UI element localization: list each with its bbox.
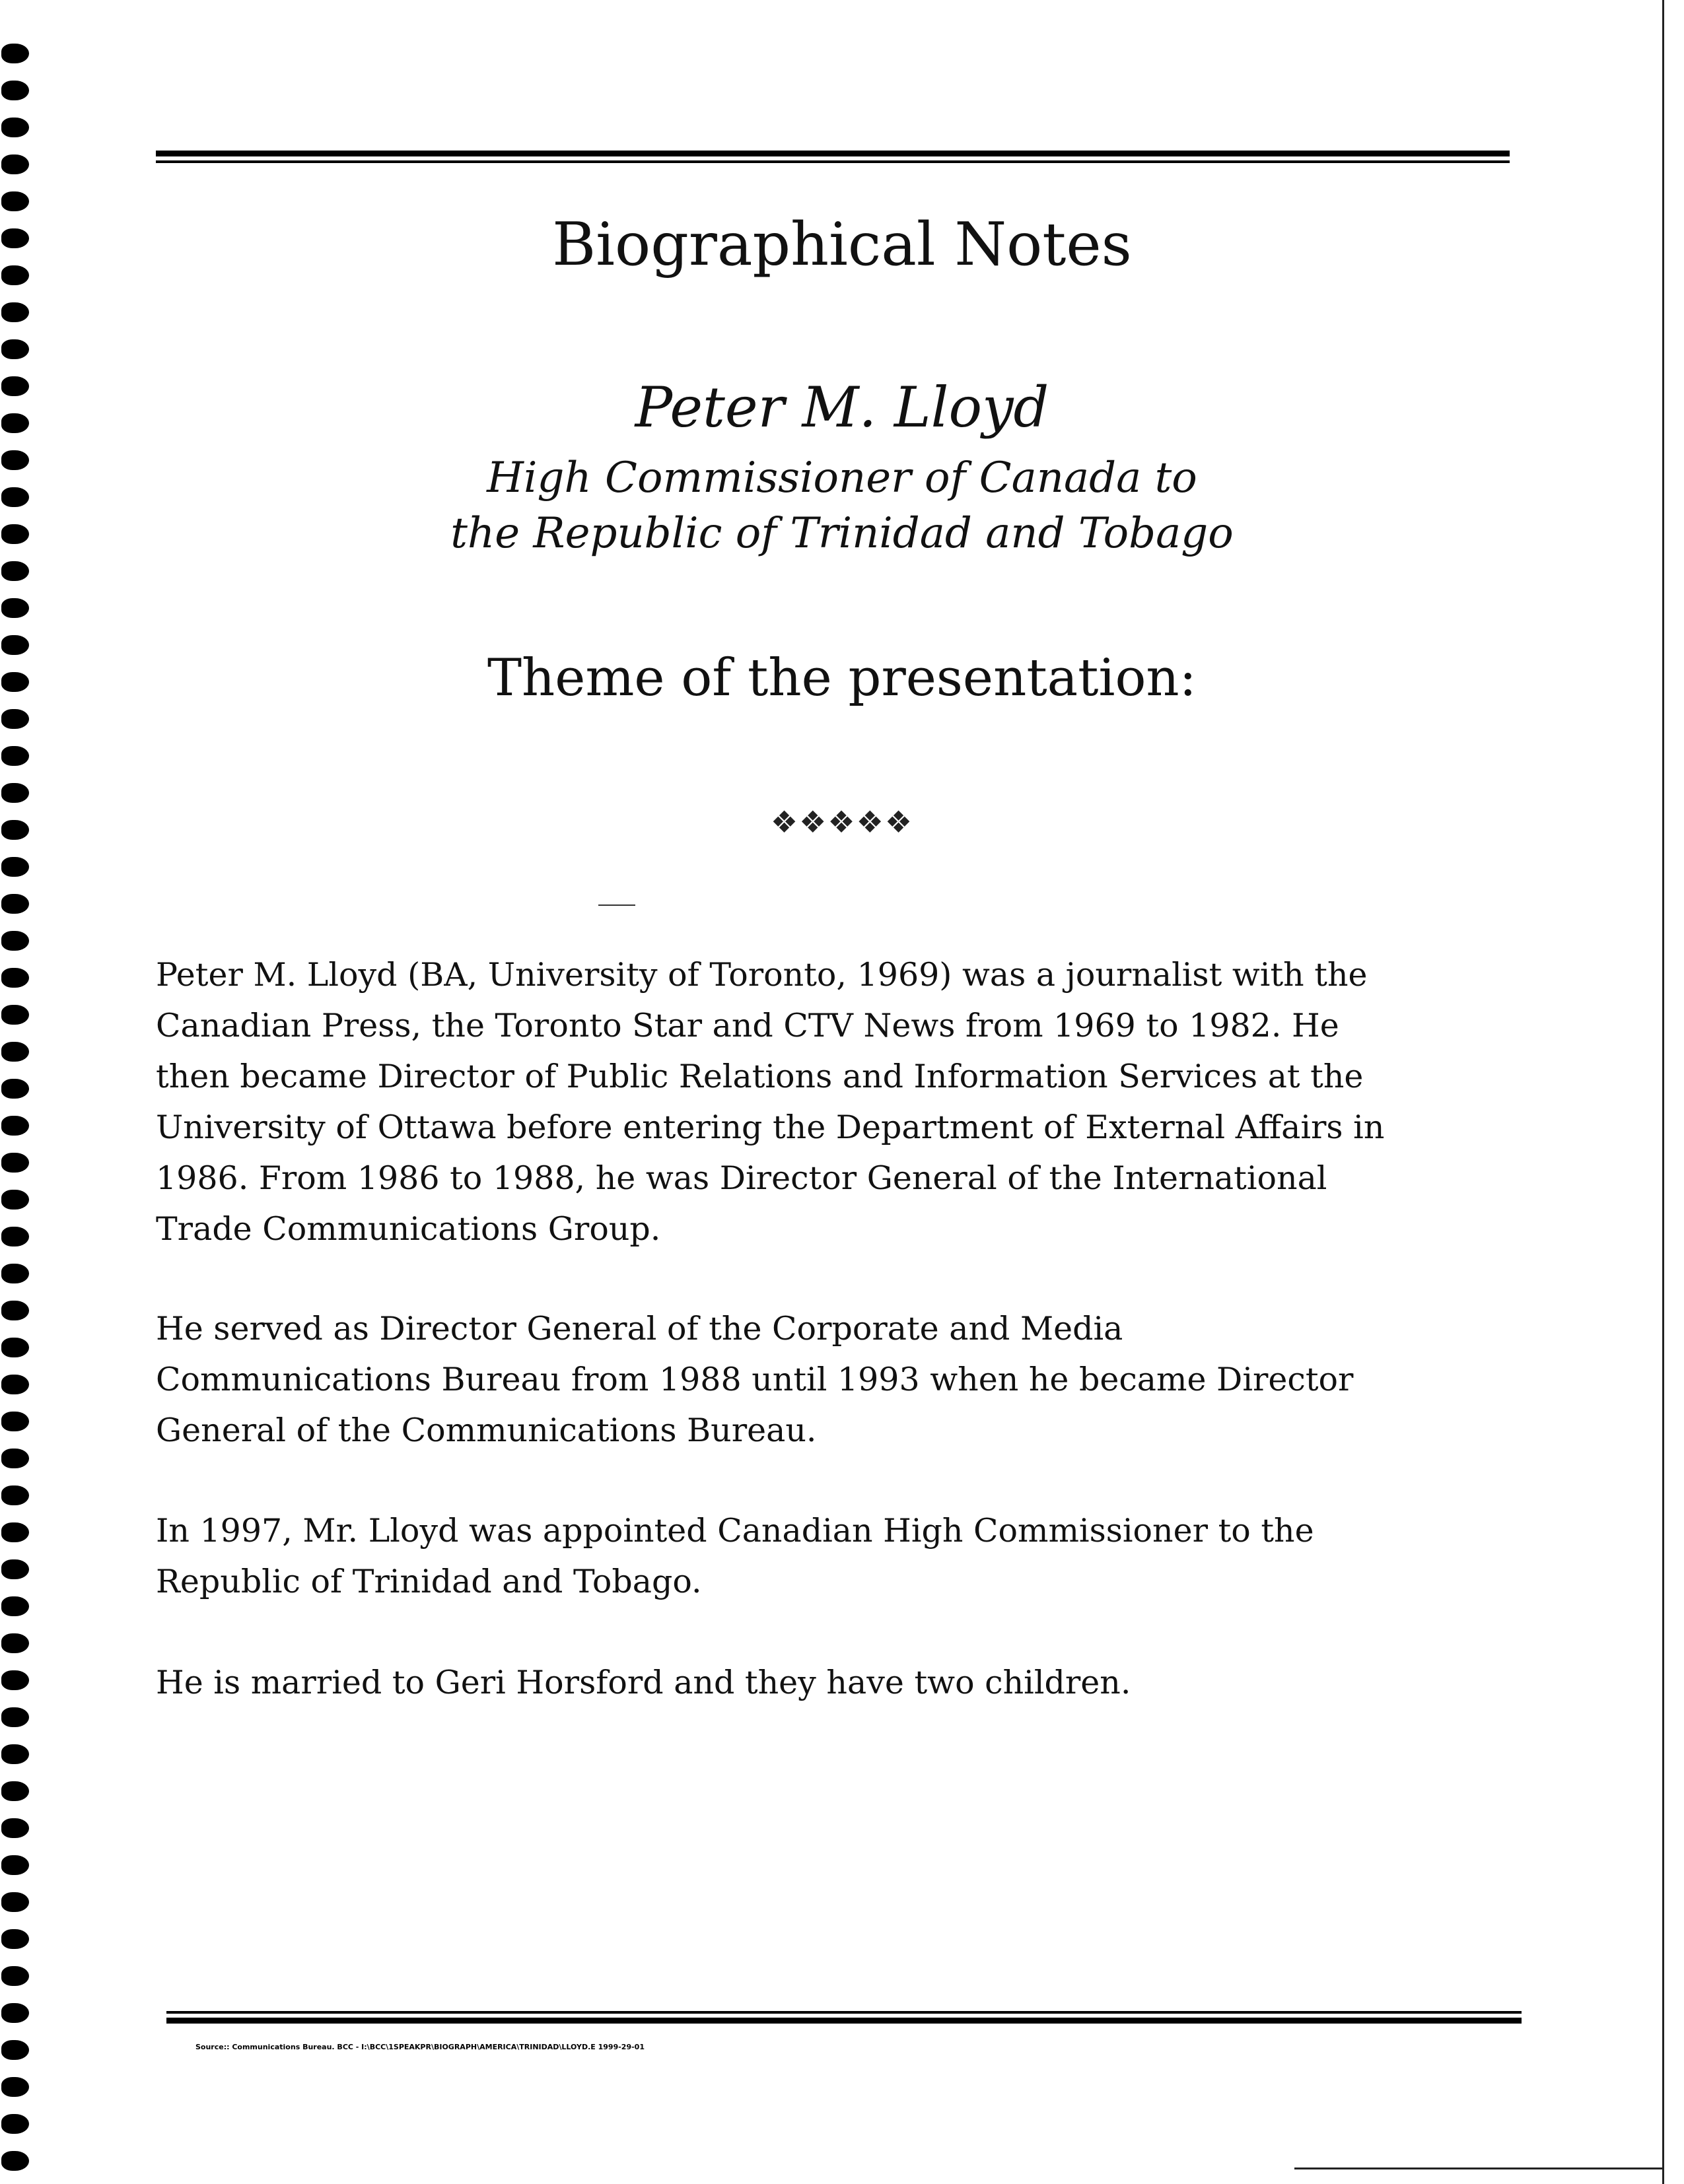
position-line-1: High Commissioner of Canada to	[487, 454, 1197, 502]
binding-hole	[1, 968, 29, 988]
binding-hole	[1, 709, 29, 729]
binding-hole	[1, 2114, 29, 2134]
binding-hole	[1, 1818, 29, 1838]
paragraph-line: Republic of Trinidad and Tobago.	[156, 1563, 702, 1600]
paragraph-line: General of the Communications Bureau.	[156, 1412, 817, 1449]
divider	[598, 904, 635, 906]
paragraph-line: He served as Director General of the Corporate and Media	[156, 1310, 1123, 1348]
binding-hole	[1, 1892, 29, 1912]
person-name: Peter M. Lloyd	[635, 375, 1049, 440]
binding-hole	[1, 1301, 29, 1320]
binding-hole	[1, 1670, 29, 1690]
binding-hole	[1, 1633, 29, 1653]
binding-hole	[1, 1264, 29, 1283]
biography-paragraph-2	[156, 1303, 1529, 1456]
spiral-binding	[0, 33, 40, 2179]
paragraph-line: Trade Communications Group.	[156, 1210, 661, 1248]
binding-hole	[1, 1338, 29, 1357]
page-edge-bottom	[1294, 2167, 1664, 2169]
binding-hole	[1, 1596, 29, 1616]
paragraph-line: Communications Bureau from 1988 until 1993 when he became Director	[156, 1361, 1354, 1398]
top-double-rule	[156, 151, 1510, 163]
binding-hole	[1, 783, 29, 803]
binding-hole	[1, 81, 29, 100]
binding-hole	[1, 1153, 29, 1173]
binding-hole	[1, 894, 29, 914]
binding-hole	[1, 1190, 29, 1210]
biography-paragraph-1	[156, 949, 1529, 1254]
binding-hole	[1, 44, 29, 63]
binding-hole	[1, 302, 29, 322]
person-position	[0, 450, 1684, 561]
binding-hole	[1, 1966, 29, 1986]
binding-hole	[1, 1116, 29, 1136]
page-title: Biographical Notes	[552, 210, 1132, 279]
source-footer: Source:: Communications Bureau. BCC - I:\BCC\1SPEAKPR\BIOGRAPH\AMERICA\TRINIDAD\LLOYD.E 1999-29-01	[195, 2043, 645, 2051]
binding-hole	[1, 1005, 29, 1025]
binding-hole	[1, 931, 29, 951]
page-edge-right	[1662, 0, 1664, 2184]
binding-hole	[1, 2077, 29, 2097]
presentation-theme-label: Theme of the presentation:	[487, 648, 1197, 708]
paragraph-line: 1986. From 1986 to 1988, he was Director General of the International	[156, 1159, 1327, 1197]
bottom-double-rule	[166, 2011, 1522, 2024]
binding-hole	[1, 191, 29, 211]
binding-hole	[1, 857, 29, 877]
paragraph-line: In 1997, Mr. Lloyd was appointed Canadian High Commissioner to the	[156, 1512, 1314, 1550]
binding-hole	[1, 1929, 29, 1949]
binding-hole	[1, 2151, 29, 2171]
paragraph-line: University of Ottawa before entering the Department of External Affairs in	[156, 1109, 1385, 1146]
biography-paragraph-4	[156, 1657, 1529, 1708]
biography-paragraph-3	[156, 1505, 1529, 1607]
paragraph-line: Canadian Press, the Toronto Star and CTV News from 1969 to 1982. He	[156, 1007, 1339, 1044]
binding-hole	[1, 339, 29, 359]
binding-hole	[1, 1412, 29, 1431]
binding-hole	[1, 2040, 29, 2060]
binding-hole	[1, 746, 29, 766]
binding-hole	[1, 1855, 29, 1875]
binding-hole	[1, 1227, 29, 1246]
paragraph-line: Peter M. Lloyd (BA, University of Toronto, 1969) was a journalist with the	[156, 956, 1368, 994]
position-line-2: the Republic of Trinidad and Tobago	[450, 509, 1234, 558]
binding-hole	[1, 598, 29, 618]
binding-hole	[1, 1485, 29, 1505]
binding-hole	[1, 1079, 29, 1099]
binding-hole	[1, 154, 29, 174]
binding-hole	[1, 1559, 29, 1579]
diamond-ornament-icon: ❖❖❖❖❖	[770, 804, 914, 840]
binding-hole	[1, 2003, 29, 2023]
paragraph-line: then became Director of Public Relations and Information Services at the	[156, 1058, 1364, 1095]
binding-hole	[1, 1375, 29, 1394]
binding-hole	[1, 561, 29, 581]
binding-hole	[1, 1744, 29, 1764]
binding-hole	[1, 1707, 29, 1727]
binding-hole	[1, 1449, 29, 1468]
binding-hole	[1, 1042, 29, 1062]
paragraph-line: He is married to Geri Horsford and they have two children.	[156, 1664, 1131, 1701]
binding-hole	[1, 118, 29, 137]
binding-hole	[1, 1522, 29, 1542]
binding-hole	[1, 1781, 29, 1801]
